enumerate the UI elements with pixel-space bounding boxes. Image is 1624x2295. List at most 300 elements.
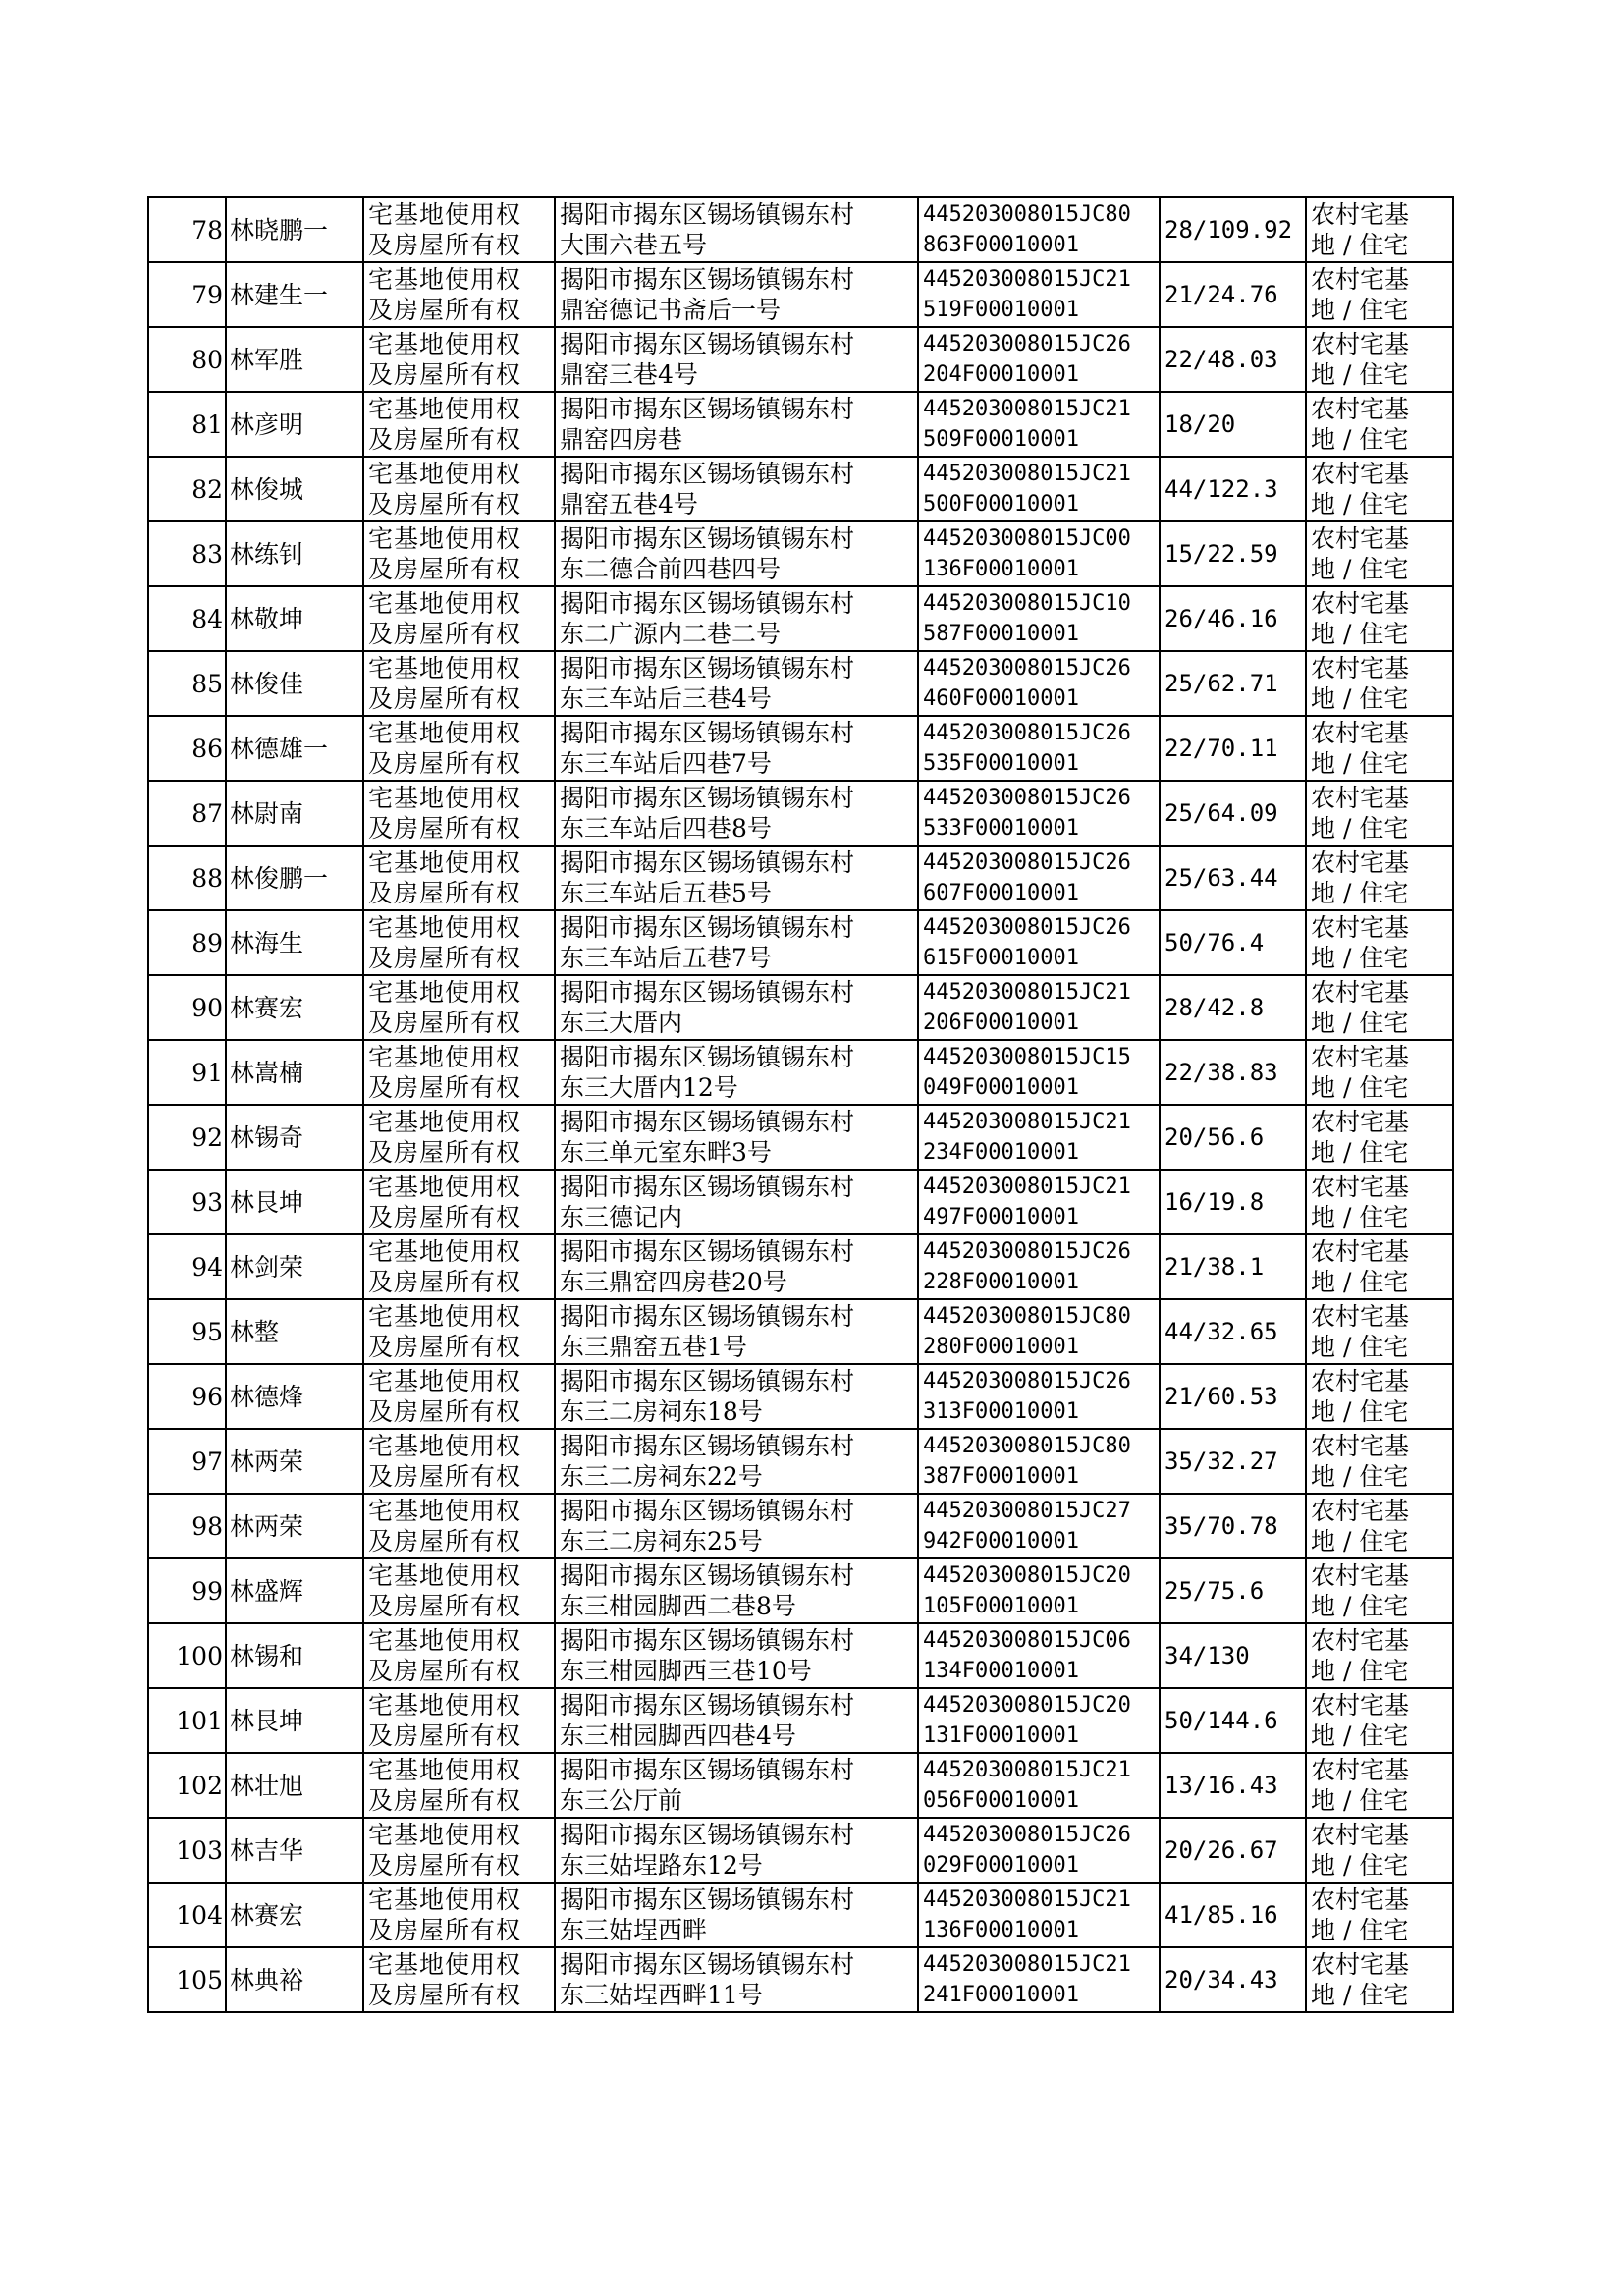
- address-line: 揭阳市揭东区锡场镇锡东村: [560, 330, 855, 358]
- unit-code-cell: [918, 327, 1160, 392]
- area-cell: 16/19.8: [1160, 1170, 1306, 1234]
- land-use-line: 地 / 住宅: [1311, 1397, 1409, 1426]
- unit-code-line: 445203008015JC26: [923, 332, 1131, 356]
- land-use-cell: [1306, 457, 1453, 521]
- owner-name-cell: 林盛辉: [226, 1558, 363, 1623]
- unit-code-line: 131F00010001: [923, 1723, 1079, 1748]
- owner-name-cell: 林两荣: [226, 1494, 363, 1558]
- unit-code-cell: [918, 262, 1160, 327]
- right-type-line: 及房屋所有权: [368, 425, 522, 454]
- area-cell: 20/26.67: [1160, 1818, 1306, 1883]
- right-type-line: 宅基地使用权: [368, 1756, 522, 1784]
- owner-name-cell: 林练钊: [226, 521, 363, 586]
- address-cell: [555, 586, 918, 651]
- right-type-line: 及房屋所有权: [368, 684, 522, 713]
- land-use-line: 农村宅基: [1311, 200, 1410, 229]
- land-use-cell: [1306, 1753, 1453, 1818]
- unit-code-cell: [918, 1040, 1160, 1105]
- row-number-cell: 104: [148, 1883, 226, 1947]
- unit-code-line: 615F00010001: [923, 946, 1079, 970]
- address-line: 揭阳市揭东区锡场镇锡东村: [560, 719, 855, 747]
- land-use-line: 地 / 住宅: [1311, 879, 1409, 907]
- land-use-line: 农村宅基: [1311, 1497, 1410, 1525]
- land-use-cell: [1306, 975, 1453, 1040]
- right-type-cell: [363, 1688, 555, 1753]
- right-type-line: 及房屋所有权: [368, 555, 522, 583]
- address-line: 揭阳市揭东区锡场镇锡东村: [560, 1561, 855, 1590]
- address-line: 揭阳市揭东区锡场镇锡东村: [560, 1821, 855, 1849]
- area-cell: 20/34.43: [1160, 1947, 1306, 2012]
- right-type-cell: [363, 521, 555, 586]
- unit-code-cell: [918, 1558, 1160, 1623]
- land-use-cell: [1306, 197, 1453, 262]
- right-type-cell: [363, 1299, 555, 1364]
- unit-code-cell: [918, 975, 1160, 1040]
- address-line: 揭阳市揭东区锡场镇锡东村: [560, 265, 855, 294]
- unit-code-line: 497F00010001: [923, 1205, 1079, 1229]
- row-number-cell: 82: [148, 457, 226, 521]
- area-cell: 21/38.1: [1160, 1234, 1306, 1299]
- address-cell: [555, 1494, 918, 1558]
- address-line: 揭阳市揭东区锡场镇锡东村: [560, 913, 855, 942]
- row-number-cell: 93: [148, 1170, 226, 1234]
- unit-code-cell: [918, 521, 1160, 586]
- address-cell: [555, 1818, 918, 1883]
- right-type-cell: [363, 392, 555, 457]
- unit-code-line: 500F00010001: [923, 492, 1079, 517]
- right-type-line: 宅基地使用权: [368, 1497, 522, 1525]
- unit-code-line: 445203008015JC21: [923, 267, 1131, 292]
- land-use-line: 农村宅基: [1311, 330, 1410, 358]
- land-use-cell: [1306, 586, 1453, 651]
- table-row: [148, 651, 1453, 716]
- area-cell: 22/70.11: [1160, 716, 1306, 781]
- unit-code-cell: [918, 1429, 1160, 1494]
- right-type-line: 宅基地使用权: [368, 1237, 522, 1266]
- land-use-line: 农村宅基: [1311, 460, 1410, 488]
- unit-code-line: 587F00010001: [923, 622, 1079, 646]
- right-type-line: 及房屋所有权: [368, 879, 522, 907]
- right-type-cell: [363, 457, 555, 521]
- right-type-line: 宅基地使用权: [368, 1108, 522, 1136]
- address-line: 东三柑园脚西二巷8号: [560, 1592, 796, 1620]
- land-use-line: 农村宅基: [1311, 1821, 1410, 1849]
- address-line: 东二广源内二巷二号: [560, 620, 782, 648]
- row-number-cell: 96: [148, 1364, 226, 1429]
- right-type-line: 宅基地使用权: [368, 265, 522, 294]
- unit-code-cell: [918, 1170, 1160, 1234]
- right-type-line: 及房屋所有权: [368, 1916, 522, 1944]
- right-type-line: 及房屋所有权: [368, 1073, 522, 1102]
- row-number-cell: 100: [148, 1623, 226, 1688]
- row-number-cell: 91: [148, 1040, 226, 1105]
- address-line: 揭阳市揭东区锡场镇锡东村: [560, 1173, 855, 1201]
- unit-code-line: 445203008015JC26: [923, 850, 1131, 875]
- unit-code-line: 445203008015JC21: [923, 980, 1131, 1005]
- unit-code-cell: [918, 1883, 1160, 1947]
- land-use-line: 地 / 住宅: [1311, 1851, 1409, 1880]
- land-use-line: 地 / 住宅: [1311, 1462, 1409, 1491]
- right-type-line: 宅基地使用权: [368, 1043, 522, 1071]
- row-number-cell: 95: [148, 1299, 226, 1364]
- area-cell: 25/63.44: [1160, 846, 1306, 910]
- address-line: 揭阳市揭东区锡场镇锡东村: [560, 848, 855, 877]
- unit-code-cell: [918, 1818, 1160, 1883]
- unit-code-line: 607F00010001: [923, 881, 1079, 905]
- row-number-cell: 84: [148, 586, 226, 651]
- land-use-cell: [1306, 910, 1453, 975]
- land-use-line: 农村宅基: [1311, 784, 1410, 812]
- unit-code-line: 445203008015JC21: [923, 1110, 1131, 1134]
- unit-code-line: 535F00010001: [923, 751, 1079, 776]
- land-use-cell: [1306, 1883, 1453, 1947]
- land-use-line: 农村宅基: [1311, 1302, 1410, 1331]
- unit-code-cell: [918, 651, 1160, 716]
- area-cell: 28/42.8: [1160, 975, 1306, 1040]
- land-use-line: 地 / 住宅: [1311, 1073, 1409, 1102]
- table-row: [148, 1818, 1453, 1883]
- address-line: 东二德合前四巷四号: [560, 555, 782, 583]
- right-type-line: 及房屋所有权: [368, 1203, 522, 1231]
- area-cell: 44/122.3: [1160, 457, 1306, 521]
- table-row: [148, 262, 1453, 327]
- right-type-line: 及房屋所有权: [368, 1009, 522, 1037]
- land-use-line: 农村宅基: [1311, 1237, 1410, 1266]
- right-type-line: 宅基地使用权: [368, 1821, 522, 1849]
- right-type-line: 及房屋所有权: [368, 1786, 522, 1815]
- land-use-line: 农村宅基: [1311, 1885, 1410, 1914]
- address-cell: [555, 1105, 918, 1170]
- table-row: [148, 1299, 1453, 1364]
- land-use-cell: [1306, 1688, 1453, 1753]
- unit-code-cell: [918, 846, 1160, 910]
- address-line: 东三柑园脚西四巷4号: [560, 1721, 796, 1750]
- right-type-cell: [363, 1623, 555, 1688]
- land-use-cell: [1306, 1040, 1453, 1105]
- address-line: 揭阳市揭东区锡场镇锡东村: [560, 654, 855, 683]
- row-number-cell: 80: [148, 327, 226, 392]
- owner-name-cell: 林建生一: [226, 262, 363, 327]
- owner-name-cell: 林俊鹏一: [226, 846, 363, 910]
- land-use-line: 农村宅基: [1311, 913, 1410, 942]
- unit-code-cell: [918, 1364, 1160, 1429]
- unit-code-cell: [918, 1623, 1160, 1688]
- address-line: 揭阳市揭东区锡场镇锡东村: [560, 395, 855, 423]
- row-number-cell: 78: [148, 197, 226, 262]
- unit-code-line: 234F00010001: [923, 1140, 1079, 1165]
- address-cell: [555, 716, 918, 781]
- owner-name-cell: 林德雄一: [226, 716, 363, 781]
- table-row: [148, 1883, 1453, 1947]
- table-row: [148, 1364, 1453, 1429]
- unit-code-line: 519F00010001: [923, 298, 1079, 322]
- address-line: 揭阳市揭东区锡场镇锡东村: [560, 784, 855, 812]
- land-use-cell: [1306, 651, 1453, 716]
- address-line: 揭阳市揭东区锡场镇锡东村: [560, 524, 855, 553]
- unit-code-cell: [918, 392, 1160, 457]
- unit-code-line: 204F00010001: [923, 362, 1079, 387]
- land-use-line: 地 / 住宅: [1311, 1333, 1409, 1361]
- right-type-cell: [363, 651, 555, 716]
- land-use-line: 农村宅基: [1311, 395, 1410, 423]
- table-row: [148, 521, 1453, 586]
- address-line: 揭阳市揭东区锡场镇锡东村: [560, 1432, 855, 1460]
- address-cell: [555, 910, 918, 975]
- owner-name-cell: 林军胜: [226, 327, 363, 392]
- address-line: 东三车站后四巷8号: [560, 814, 772, 843]
- unit-code-cell: [918, 586, 1160, 651]
- unit-code-line: 445203008015JC00: [923, 526, 1131, 551]
- unit-code-cell: [918, 1299, 1160, 1364]
- unit-code-line: 445203008015JC20: [923, 1693, 1131, 1718]
- unit-code-line: 136F00010001: [923, 557, 1079, 581]
- land-use-line: 地 / 住宅: [1311, 1268, 1409, 1296]
- unit-code-line: 056F00010001: [923, 1788, 1079, 1813]
- table-row: [148, 1040, 1453, 1105]
- owner-name-cell: 林吉华: [226, 1818, 363, 1883]
- right-type-line: 宅基地使用权: [368, 784, 522, 812]
- unit-code-cell: [918, 1753, 1160, 1818]
- unit-code-line: 445203008015JC27: [923, 1499, 1131, 1523]
- owner-name-cell: 林典裕: [226, 1947, 363, 2012]
- property-rights-table: [147, 196, 1454, 2013]
- address-cell: [555, 1623, 918, 1688]
- owner-name-cell: 林锡奇: [226, 1105, 363, 1170]
- address-line: 揭阳市揭东区锡场镇锡东村: [560, 1497, 855, 1525]
- land-use-line: 地 / 住宅: [1311, 749, 1409, 778]
- address-line: 东三单元室东畔3号: [560, 1138, 772, 1167]
- table-row: [148, 1105, 1453, 1170]
- right-type-line: 宅基地使用权: [368, 589, 522, 618]
- unit-code-line: 942F00010001: [923, 1529, 1079, 1554]
- table-row: [148, 1688, 1453, 1753]
- right-type-line: 及房屋所有权: [368, 620, 522, 648]
- unit-code-cell: [918, 781, 1160, 846]
- address-line: 大围六巷五号: [560, 231, 708, 259]
- unit-code-cell: [918, 197, 1160, 262]
- right-type-cell: [363, 1947, 555, 2012]
- right-type-line: 及房屋所有权: [368, 1268, 522, 1296]
- unit-code-line: 445203008015JC15: [923, 1045, 1131, 1069]
- land-use-cell: [1306, 1494, 1453, 1558]
- address-line: 鼎窑四房巷: [560, 425, 683, 454]
- address-cell: [555, 1558, 918, 1623]
- right-type-line: 及房屋所有权: [368, 1397, 522, 1426]
- right-type-line: 及房屋所有权: [368, 814, 522, 843]
- address-line: 东三大厝内12号: [560, 1073, 738, 1102]
- address-cell: [555, 1040, 918, 1105]
- owner-name-cell: 林壮旭: [226, 1753, 363, 1818]
- right-type-cell: [363, 975, 555, 1040]
- owner-name-cell: 林整: [226, 1299, 363, 1364]
- row-number-cell: 81: [148, 392, 226, 457]
- right-type-cell: [363, 910, 555, 975]
- area-cell: 50/144.6: [1160, 1688, 1306, 1753]
- unit-code-line: 049F00010001: [923, 1075, 1079, 1100]
- land-use-line: 地 / 住宅: [1311, 1786, 1409, 1815]
- unit-code-line: 280F00010001: [923, 1335, 1079, 1359]
- table-row: [148, 1558, 1453, 1623]
- table-row: [148, 1429, 1453, 1494]
- right-type-cell: [363, 1170, 555, 1234]
- unit-code-line: 509F00010001: [923, 427, 1079, 452]
- right-type-cell: [363, 1234, 555, 1299]
- land-use-line: 地 / 住宅: [1311, 1916, 1409, 1944]
- unit-code-cell: [918, 457, 1160, 521]
- owner-name-cell: 林两荣: [226, 1429, 363, 1494]
- land-use-line: 农村宅基: [1311, 1432, 1410, 1460]
- right-type-line: 宅基地使用权: [368, 1367, 522, 1395]
- land-use-cell: [1306, 1429, 1453, 1494]
- row-number-cell: 97: [148, 1429, 226, 1494]
- unit-code-line: 206F00010001: [923, 1011, 1079, 1035]
- table-row: [148, 586, 1453, 651]
- table-row: [148, 392, 1453, 457]
- address-line: 东三车站后四巷7号: [560, 749, 772, 778]
- right-type-cell: [363, 716, 555, 781]
- row-number-cell: 101: [148, 1688, 226, 1753]
- table-row: [148, 1234, 1453, 1299]
- address-line: 揭阳市揭东区锡场镇锡东村: [560, 978, 855, 1007]
- address-cell: [555, 1299, 918, 1364]
- unit-code-line: 445203008015JC80: [923, 1434, 1131, 1458]
- land-use-line: 地 / 住宅: [1311, 1657, 1409, 1685]
- right-type-line: 及房屋所有权: [368, 360, 522, 389]
- area-cell: 21/24.76: [1160, 262, 1306, 327]
- land-use-cell: [1306, 521, 1453, 586]
- land-use-line: 农村宅基: [1311, 265, 1410, 294]
- right-type-cell: [363, 1753, 555, 1818]
- right-type-line: 宅基地使用权: [368, 978, 522, 1007]
- address-line: 东三鼎窑四房巷20号: [560, 1268, 787, 1296]
- unit-code-line: 136F00010001: [923, 1918, 1079, 1942]
- unit-code-line: 445203008015JC21: [923, 462, 1131, 486]
- row-number-cell: 92: [148, 1105, 226, 1170]
- right-type-line: 宅基地使用权: [368, 200, 522, 229]
- address-line: 揭阳市揭东区锡场镇锡东村: [560, 1756, 855, 1784]
- area-cell: 25/64.09: [1160, 781, 1306, 846]
- right-type-cell: [363, 197, 555, 262]
- land-use-line: 农村宅基: [1311, 978, 1410, 1007]
- table-row: [148, 1623, 1453, 1688]
- unit-code-line: 313F00010001: [923, 1399, 1079, 1424]
- address-line: 鼎窑三巷4号: [560, 360, 698, 389]
- land-use-line: 地 / 住宅: [1311, 1592, 1409, 1620]
- right-type-line: 及房屋所有权: [368, 944, 522, 972]
- right-type-cell: [363, 262, 555, 327]
- land-use-cell: [1306, 1299, 1453, 1364]
- unit-code-cell: [918, 1494, 1160, 1558]
- right-type-cell: [363, 1429, 555, 1494]
- unit-code-line: 445203008015JC26: [923, 656, 1131, 681]
- unit-code-line: 445203008015JC26: [923, 786, 1131, 810]
- address-line: 东三车站后三巷4号: [560, 684, 772, 713]
- address-line: 东三二房祠东18号: [560, 1397, 763, 1426]
- right-type-line: 宅基地使用权: [368, 1691, 522, 1720]
- unit-code-line: 445203008015JC20: [923, 1563, 1131, 1588]
- area-cell: 25/62.71: [1160, 651, 1306, 716]
- address-cell: [555, 392, 918, 457]
- row-number-cell: 102: [148, 1753, 226, 1818]
- unit-code-cell: [918, 716, 1160, 781]
- land-use-cell: [1306, 781, 1453, 846]
- address-line: 揭阳市揭东区锡场镇锡东村: [560, 1691, 855, 1720]
- right-type-line: 宅基地使用权: [368, 1432, 522, 1460]
- area-cell: 21/60.53: [1160, 1364, 1306, 1429]
- right-type-line: 宅基地使用权: [368, 1626, 522, 1655]
- right-type-line: 宅基地使用权: [368, 1302, 522, 1331]
- row-number-cell: 90: [148, 975, 226, 1040]
- unit-code-line: 029F00010001: [923, 1853, 1079, 1878]
- unit-code-line: 445203008015JC26: [923, 1823, 1131, 1847]
- unit-code-line: 445203008015JC80: [923, 202, 1131, 227]
- table-row: [148, 1753, 1453, 1818]
- land-use-line: 地 / 住宅: [1311, 1981, 1409, 2009]
- unit-code-line: 445203008015JC21: [923, 1175, 1131, 1199]
- owner-name-cell: 林尉南: [226, 781, 363, 846]
- area-cell: 34/130: [1160, 1623, 1306, 1688]
- right-type-line: 宅基地使用权: [368, 460, 522, 488]
- right-type-line: 宅基地使用权: [368, 1561, 522, 1590]
- right-type-cell: [363, 1040, 555, 1105]
- unit-code-line: 445203008015JC10: [923, 591, 1131, 616]
- land-use-cell: [1306, 846, 1453, 910]
- land-use-line: 农村宅基: [1311, 848, 1410, 877]
- address-line: 鼎窑德记书斋后一号: [560, 296, 782, 324]
- right-type-cell: [363, 781, 555, 846]
- owner-name-cell: 林赛宏: [226, 1883, 363, 1947]
- right-type-line: 及房屋所有权: [368, 1462, 522, 1491]
- unit-code-line: 445203008015JC06: [923, 1628, 1131, 1653]
- row-number-cell: 86: [148, 716, 226, 781]
- land-use-line: 地 / 住宅: [1311, 555, 1409, 583]
- unit-code-line: 228F00010001: [923, 1270, 1079, 1294]
- owner-name-cell: 林锡和: [226, 1623, 363, 1688]
- address-line: 东三大厝内: [560, 1009, 683, 1037]
- address-line: 揭阳市揭东区锡场镇锡东村: [560, 1626, 855, 1655]
- address-cell: [555, 1753, 918, 1818]
- land-use-cell: [1306, 1818, 1453, 1883]
- row-number-cell: 83: [148, 521, 226, 586]
- address-cell: [555, 846, 918, 910]
- right-type-line: 及房屋所有权: [368, 1592, 522, 1620]
- right-type-line: 宅基地使用权: [368, 1885, 522, 1914]
- address-line: 东三德记内: [560, 1203, 683, 1231]
- owner-name-cell: 林敬坤: [226, 586, 363, 651]
- right-type-cell: [363, 586, 555, 651]
- address-line: 揭阳市揭东区锡场镇锡东村: [560, 1950, 855, 1979]
- owner-name-cell: 林艮坤: [226, 1170, 363, 1234]
- land-use-line: 农村宅基: [1311, 1626, 1410, 1655]
- address-line: 东三姑埕路东12号: [560, 1851, 763, 1880]
- land-use-line: 地 / 住宅: [1311, 684, 1409, 713]
- unit-code-line: 134F00010001: [923, 1659, 1079, 1683]
- address-line: 揭阳市揭东区锡场镇锡东村: [560, 200, 855, 229]
- owner-name-cell: 林剑荣: [226, 1234, 363, 1299]
- address-line: 揭阳市揭东区锡场镇锡东村: [560, 1885, 855, 1914]
- table-row: [148, 975, 1453, 1040]
- address-cell: [555, 457, 918, 521]
- land-use-cell: [1306, 327, 1453, 392]
- land-use-cell: [1306, 1364, 1453, 1429]
- unit-code-line: 460F00010001: [923, 686, 1079, 711]
- area-cell: 35/32.27: [1160, 1429, 1306, 1494]
- land-use-line: 地 / 住宅: [1311, 1009, 1409, 1037]
- address-line: 揭阳市揭东区锡场镇锡东村: [560, 1367, 855, 1395]
- row-number-cell: 88: [148, 846, 226, 910]
- right-type-line: 及房屋所有权: [368, 1851, 522, 1880]
- owner-name-cell: 林海生: [226, 910, 363, 975]
